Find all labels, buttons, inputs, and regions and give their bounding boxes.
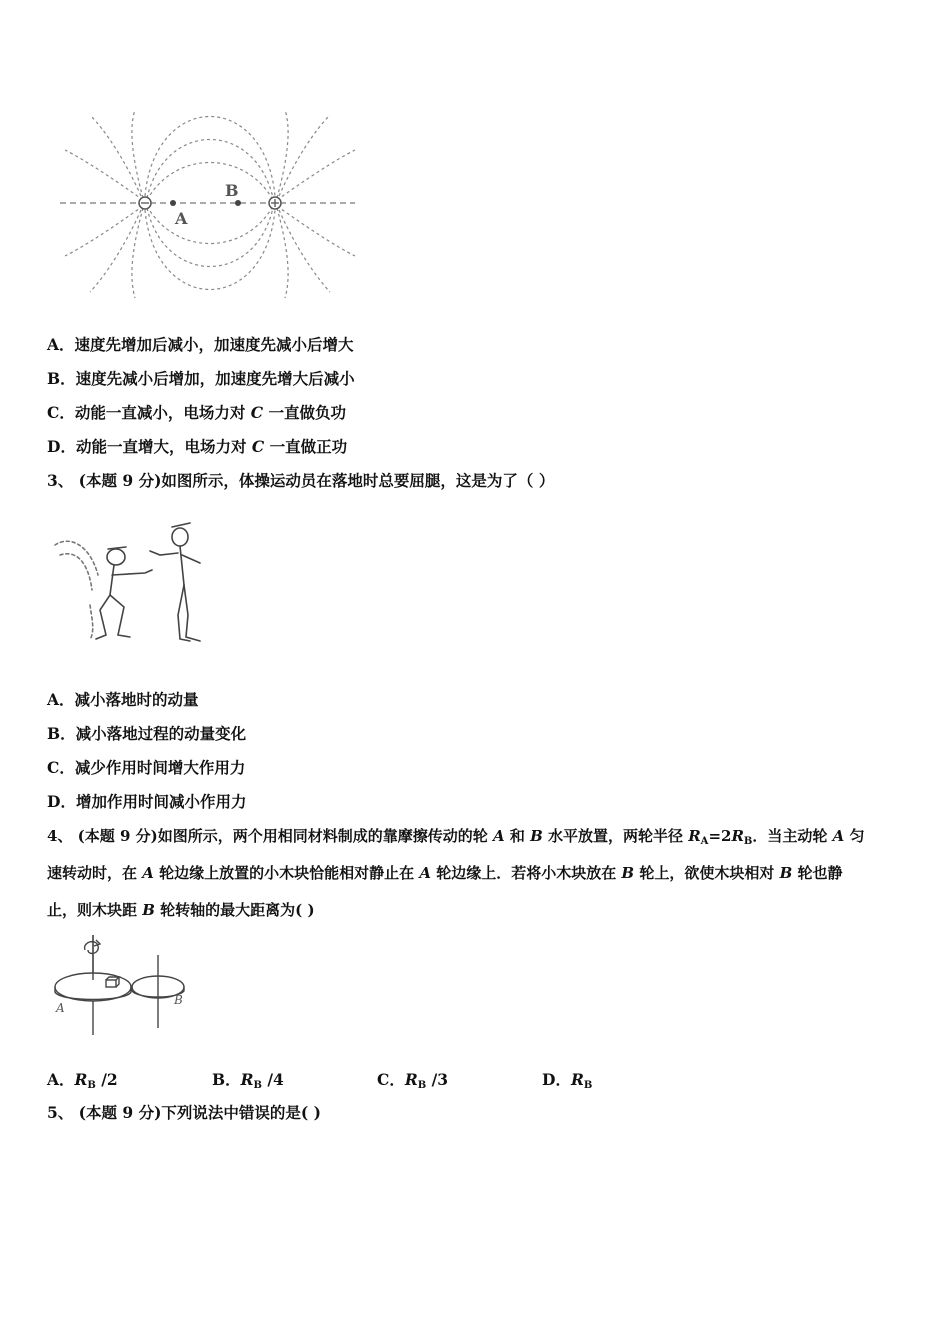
label-b: B (225, 181, 239, 200)
q2-option-b: B．速度先减小后增加，加速度先增大后减小 (47, 369, 355, 388)
q4-stem-line-1: 4、 (本题 9 分)如图所示，两个用相同材料制成的靠摩擦传动的轮 A 和 B 水平放置，两轮半径 $R_A=2R_B$．当主动轮 A 匀 (47, 827, 865, 847)
q4-stem-line-3: 止，则木块距 B 轮转轴的最大距离为( ) (47, 901, 315, 919)
point-b (235, 200, 241, 206)
q3-option-a: A．减小落地时的动量 (47, 690, 199, 709)
point-a (170, 200, 176, 206)
q4-option-c: C．$R_B$ /3 (377, 1070, 449, 1091)
friction-wheels-figure (50, 930, 195, 1040)
q4-option-b: B．$R_B$ /4 (212, 1070, 284, 1091)
q4-stem-line-2: 速转动时，在 A 轮边缘上放置的小木块恰能相对静止在 A 轮边缘上．若将小木块放在 B 轮上，欲使木块相对 B 轮也静 (47, 864, 843, 882)
wheel-a-label: A (56, 1001, 65, 1015)
q3-option-d: D．增加作用时间减小作用力 (47, 792, 247, 811)
q3-option-b: B．减小落地过程的动量变化 (47, 724, 247, 743)
q2-option-d: D．动能一直增大，电场力对 C 一直做正功 (47, 437, 348, 456)
q2-option-a: A．速度先增加后减小，加速度先减小后增大 (47, 335, 354, 354)
gymnast-landing-figure (50, 515, 220, 650)
q4-option-a: A．$R_B$ /2 (47, 1070, 118, 1091)
wheel-b-label: B (174, 993, 183, 1007)
q2-option-c: C．动能一直减小，电场力对 C 一直做负功 (47, 403, 346, 422)
electric-field-figure (55, 110, 365, 300)
label-a: A (175, 209, 188, 228)
q4-option-d: D．$R_B$ (542, 1070, 593, 1091)
q3-option-c: C．减少作用时间增大作用力 (47, 758, 246, 777)
q5-stem: 5、 (本题 9 分)下列说法中错误的是( ) (47, 1103, 321, 1122)
q3-stem: 3、 (本题 9 分)如图所示，体操运动员在落地时总要屈腿，这是为了（ ） (47, 471, 555, 490)
